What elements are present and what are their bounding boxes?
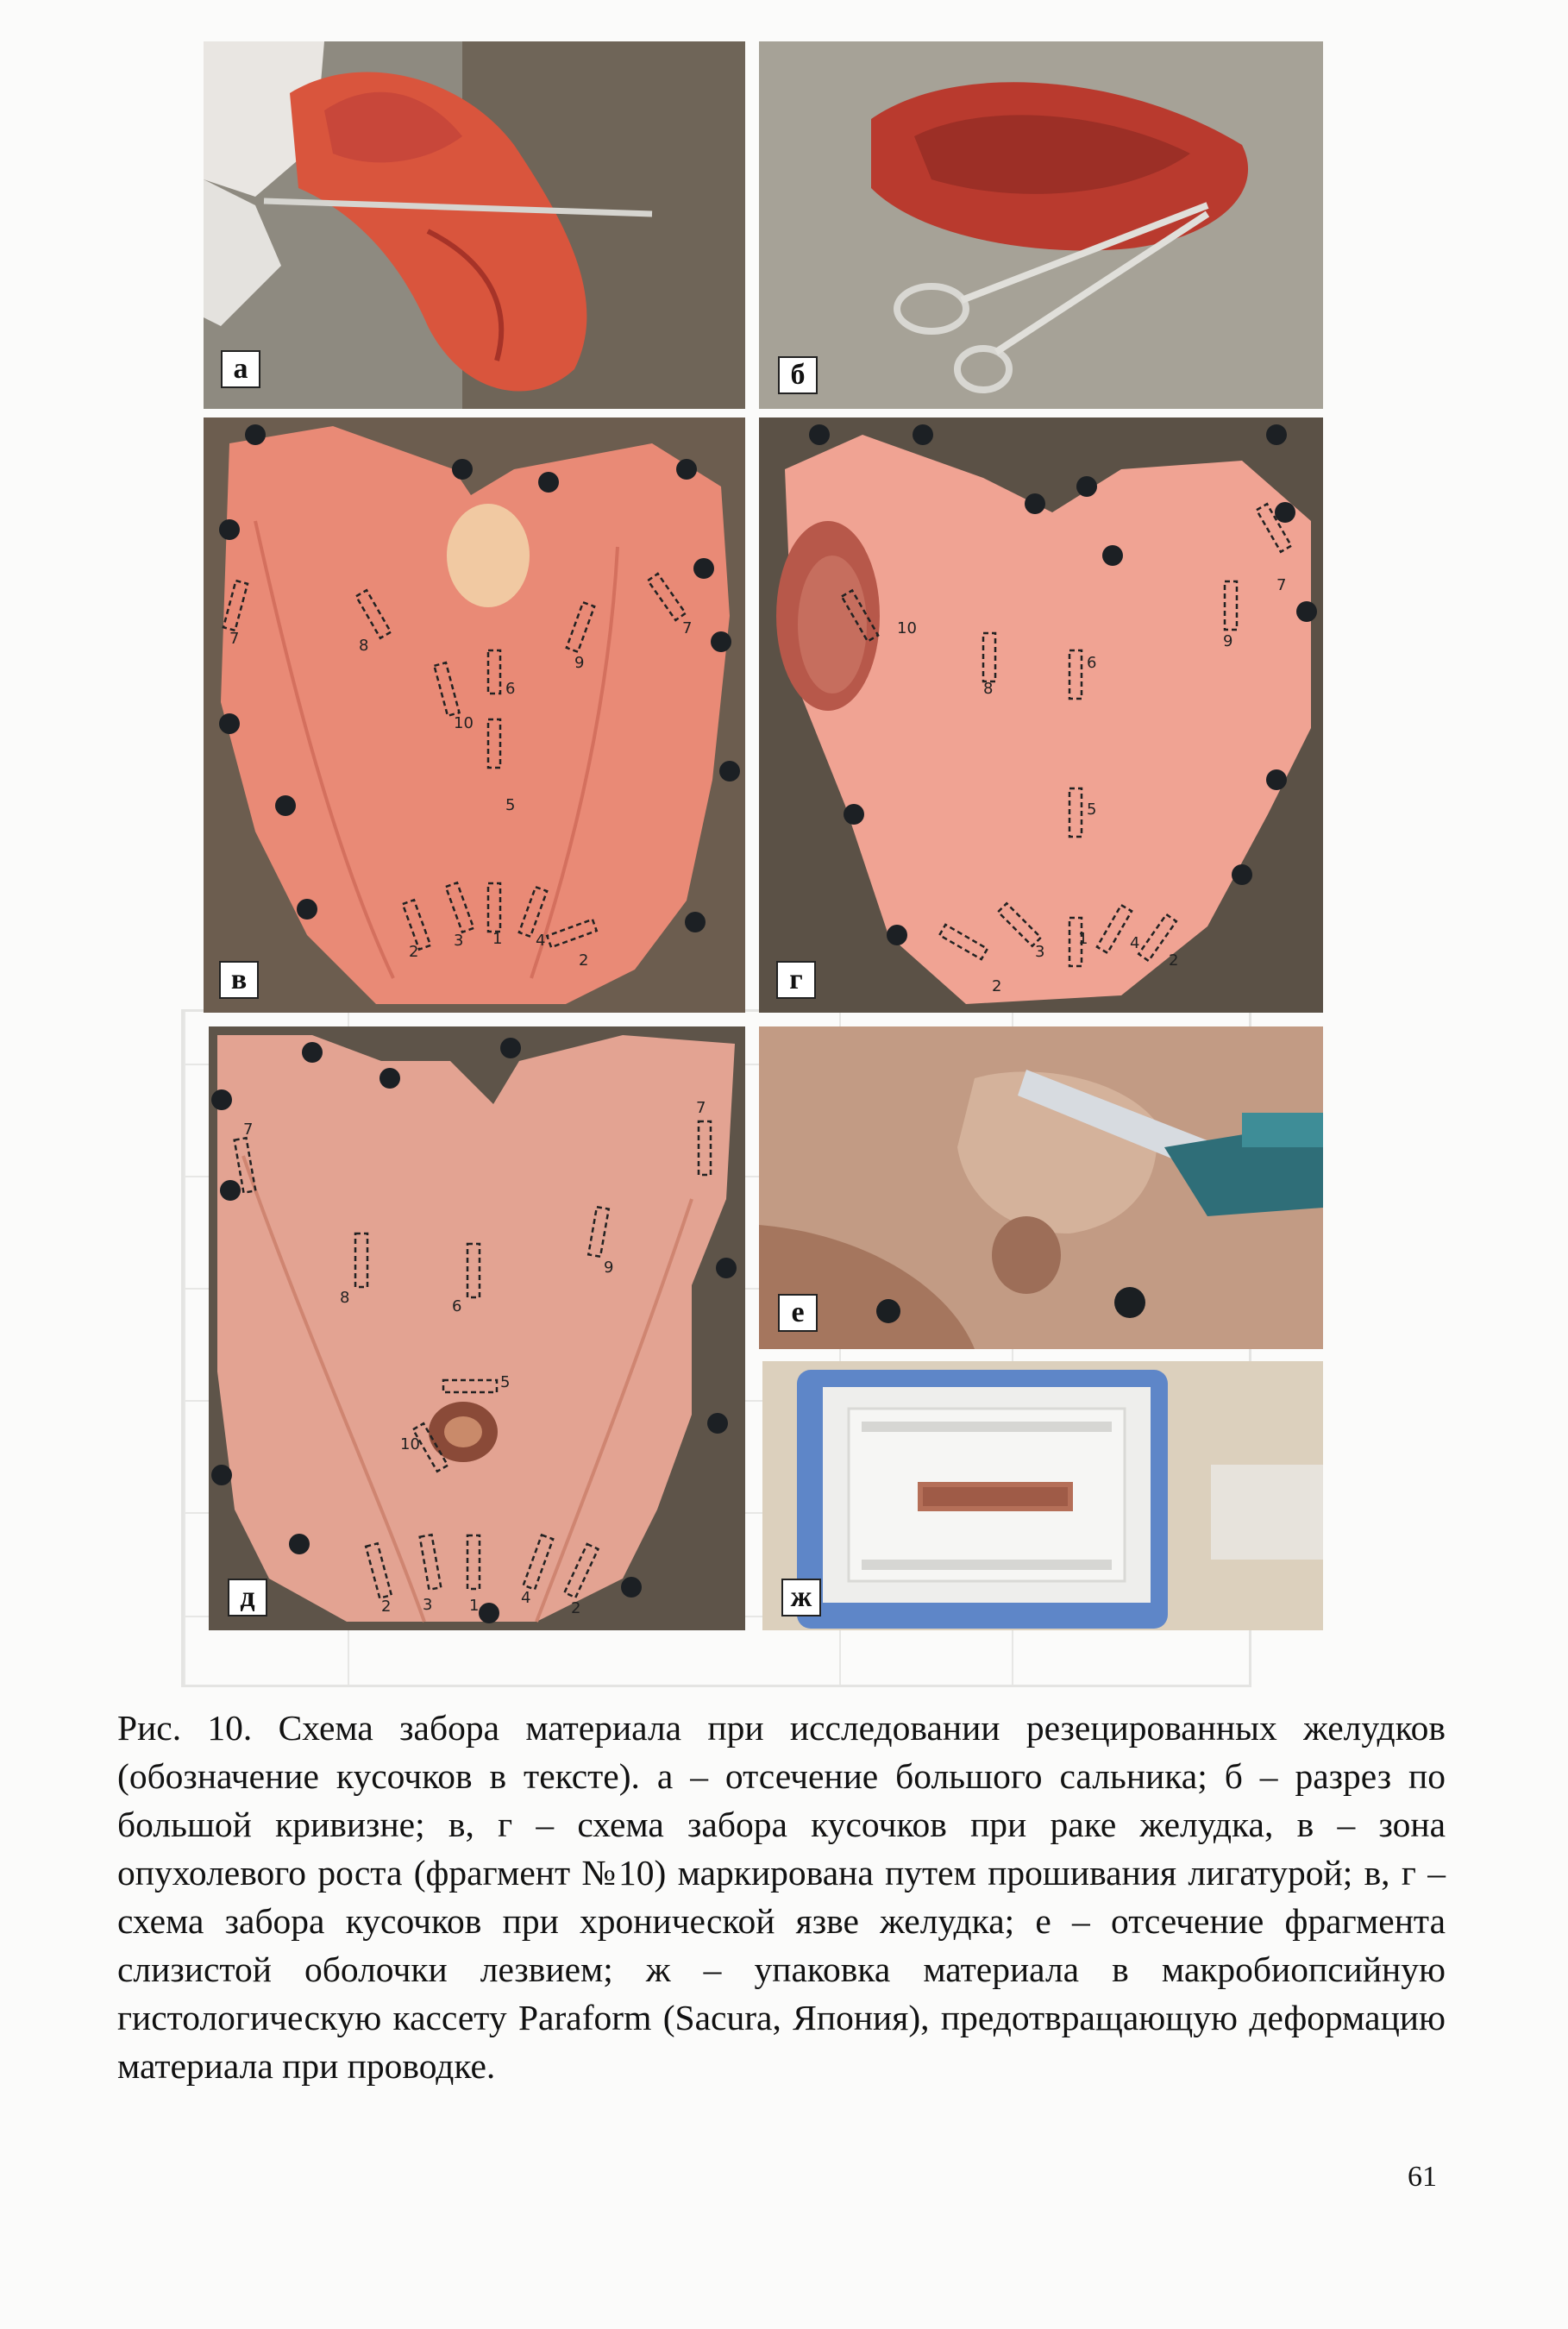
panel-label-b: б	[778, 356, 818, 394]
figure-panel-b	[759, 41, 1323, 409]
sample-number: 8	[983, 680, 994, 698]
sample-number: 8	[359, 637, 369, 655]
sample-number: 3	[454, 932, 464, 950]
sample-number: 2	[579, 951, 589, 970]
figure-caption: Рис. 10. Схема забора материала при исследовании резецированных желудков (обозначение кусочков в тексте). а – отсечение большого сальника; б – разрез по большой кривизне; в, г – схема забора кусочков при раке желудка, в – зона опухолевого роста (фрагмент №10) маркирована путем прошивания лигатурой; в, г – схема забора кусочков при хронической язве желудка; е – отсечение фрагмента слизистой оболочки лезвием; ж – упаковка материала в макробиопсийную гистологическую кассету Paraform (Sacura, Япония), предотвращающую деформацию материала при проводке.	[117, 1708, 1446, 2086]
sample-number: 6	[505, 680, 516, 698]
panel-label-d: д	[228, 1579, 267, 1616]
mucosa-blade-photo	[759, 1026, 1323, 1349]
sample-number: 10	[454, 714, 474, 732]
sample-number: 5	[500, 1373, 511, 1391]
sample-number: 2	[571, 1599, 581, 1617]
panel-label-e: е	[778, 1294, 818, 1332]
panel-label-a: а	[221, 350, 260, 388]
ulcer-sampling-scheme-photo	[759, 417, 1323, 1013]
figure-panel-v	[204, 417, 745, 1013]
sample-number: 2	[1169, 951, 1179, 970]
sample-number: 8	[340, 1289, 350, 1307]
panel-label-g: г	[776, 961, 816, 999]
sample-number: 5	[505, 796, 516, 814]
sample-number: 2	[409, 943, 419, 961]
sample-number: 9	[604, 1259, 614, 1277]
sample-number: 9	[574, 654, 585, 672]
sample-number: 7	[682, 619, 693, 637]
sample-number: 3	[423, 1596, 433, 1614]
sample-number: 7	[243, 1121, 254, 1139]
sample-number: 1	[1078, 930, 1088, 948]
chronic-ulcer-scheme-photo	[209, 1026, 745, 1630]
sample-number: 4	[521, 1589, 531, 1607]
sample-number: 7	[229, 630, 240, 648]
cancer-sampling-scheme-photo	[204, 417, 745, 1013]
sample-number: 10	[400, 1435, 420, 1453]
panel-label-v: в	[219, 961, 259, 999]
sample-number: 2	[381, 1598, 392, 1616]
panel-label-zh: ж	[781, 1579, 821, 1616]
omentum-cut-photo	[204, 41, 745, 409]
figure-panel-e	[759, 1026, 1323, 1349]
sample-number: 6	[1087, 654, 1097, 672]
sample-number: 4	[1130, 934, 1140, 952]
figure-panel-a	[204, 41, 745, 409]
page-number: 61	[1408, 2161, 1437, 2193]
sample-number: 4	[536, 932, 546, 950]
curvature-incision-photo	[759, 41, 1323, 409]
sample-number: 6	[452, 1297, 462, 1315]
figure-panel-zh	[762, 1361, 1323, 1630]
sample-number: 3	[1035, 943, 1045, 961]
sample-number: 10	[897, 619, 917, 637]
sample-number: 1	[469, 1597, 480, 1615]
figure-panel-g	[759, 417, 1323, 1013]
sample-number: 5	[1087, 800, 1097, 819]
figure-panel-d	[209, 1026, 745, 1630]
histology-cassette-photo	[762, 1361, 1323, 1630]
sample-number: 2	[992, 977, 1002, 995]
sample-number: 7	[696, 1099, 706, 1117]
sample-number: 9	[1223, 632, 1233, 650]
sample-number: 7	[1276, 576, 1287, 594]
sample-number: 1	[492, 930, 503, 948]
